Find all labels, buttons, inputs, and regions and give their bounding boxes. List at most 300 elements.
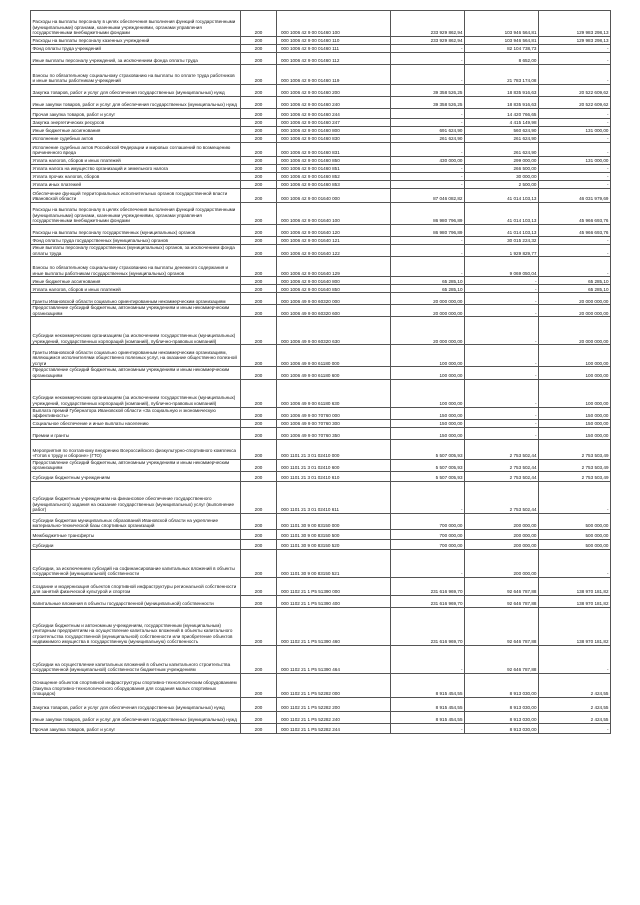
table-row — [31, 293, 611, 305]
row-budget-code-cell: 000 1006 42 9 00 01640 120 — [277, 225, 391, 237]
row-budget-code-cell: 000 1006 49 9 00 61180 600 — [277, 367, 391, 379]
row-approved-cell: - — [391, 45, 465, 53]
row-line-code-cell: 200 — [241, 407, 277, 419]
row-approved-cell: 261 624,90 — [391, 135, 465, 143]
row-executed-cell: 200 000,00 — [465, 513, 539, 529]
row-budget-code-cell: 000 1102 21 1 P5 52282 200 — [277, 697, 391, 711]
row-unexecuted-cell: - — [539, 53, 611, 65]
row-unexecuted-cell: 500 000,00 — [539, 513, 611, 529]
row-line-code-cell: 200 — [241, 257, 277, 277]
table-row — [31, 85, 611, 97]
table-row — [31, 165, 611, 173]
row-line-code-cell: 200 — [241, 723, 277, 733]
row-line-code-cell: 200 — [241, 529, 277, 539]
table-row — [31, 427, 611, 439]
row-name-cell: Межбюджетные трансферты — [31, 529, 241, 539]
row-executed-cell: - — [465, 277, 539, 285]
row-unexecuted-cell: - — [539, 65, 611, 85]
row-line-code-cell: 200 — [241, 481, 277, 513]
row-budget-code-cell: 000 1102 21 1 P5 52282 244 — [277, 723, 391, 733]
row-line-code-cell: 200 — [241, 277, 277, 285]
row-name-cell: Субсидии бюджетным учреждениям — [31, 471, 241, 481]
row-executed-cell: 41 014 103,13 — [465, 189, 539, 203]
row-budget-code-cell: 000 1006 42 9 00 01640 800 — [277, 277, 391, 285]
row-approved-cell: 233 929 862,94 — [391, 37, 465, 45]
row-name-cell: Иные закупки товаров, работ и услуг для обеспечения государственных (муниципальных) нужд — [31, 97, 241, 109]
row-line-code-cell: 200 — [241, 225, 277, 237]
row-line-code-cell: 200 — [241, 119, 277, 127]
row-unexecuted-cell: - — [539, 237, 611, 245]
row-approved-cell: - — [391, 257, 465, 277]
row-budget-code-cell: 000 1006 49 9 00 61180 000 — [277, 345, 391, 367]
row-name-cell: Мероприятия по поэтапному внедрению Всероссийского физкультурно-спортивного комплекса «Готов к труду и обороне» (ГТО) — [31, 439, 241, 459]
row-executed-cell: 41 014 103,13 — [465, 203, 539, 225]
row-line-code-cell: 200 — [241, 345, 277, 367]
row-name-cell: Прочая закупка товаров, работ и услуг — [31, 109, 241, 119]
table-row — [31, 53, 611, 65]
row-name-cell: Субсидии, за исключением субсидий на софинансирование капитальных вложений в объекты государственной (муниципальной) собственности — [31, 549, 241, 577]
row-budget-code-cell: 000 1006 42 9 00 01460 850 — [277, 157, 391, 165]
row-name-cell: Закупка товаров, работ и услуг для обеспечения государственных (муниципальных) нужд — [31, 85, 241, 97]
row-name-cell: Расходы на выплаты персоналу в целях обеспечения выполнения функций государственными (муниципальными) органами, казенными учреждениями, органами управления государственными внебюджетными фондами — [31, 203, 241, 225]
row-name-cell: Иные бюджетные ассигнования — [31, 127, 241, 135]
row-budget-code-cell: 000 1006 42 9 00 01460 852 — [277, 173, 391, 181]
row-name-cell: Взносы по обязательному социальному страхованию на выплаты денежного содержания и иные выплаты работникам государственных (муниципальных) органов — [31, 257, 241, 277]
row-executed-cell: 8 913 030,00 — [465, 711, 539, 723]
row-name-cell: Гранты Ивановской области социально ориентированным некоммерческим организациям, являющимся исполнителями общественно полезных услуг, на оказание общественно полезной услуги — [31, 345, 241, 367]
row-name-cell: Расходы на выплаты персоналу в целях обеспечения выполнения функций государственными (муниципальными) органами, казенными учреждениями, органами управления государственными внебюджетными фондами — [31, 11, 241, 37]
row-unexecuted-cell: 20 000 000,00 — [539, 305, 611, 317]
row-approved-cell: 8 915 454,55 — [391, 697, 465, 711]
row-approved-cell: 5 507 005,93 — [391, 471, 465, 481]
table-row — [31, 127, 611, 135]
row-name-cell: Создание и модернизация объектов спортивной инфраструктуры региональной собственности для занятий физической культурой и спортом — [31, 577, 241, 595]
row-budget-code-cell: 000 1102 21 1 P5 52282 240 — [277, 711, 391, 723]
row-unexecuted-cell: 2 753 503,49 — [539, 459, 611, 471]
row-unexecuted-cell: - — [539, 45, 611, 53]
row-unexecuted-cell: 2 424,55 — [539, 711, 611, 723]
row-budget-code-cell: 000 1006 49 9 00 70760 350 — [277, 427, 391, 439]
table-row — [31, 203, 611, 225]
row-executed-cell: 266 500,00 — [465, 165, 539, 173]
row-approved-cell: 8 915 454,55 — [391, 673, 465, 697]
row-approved-cell: 39 358 526,25 — [391, 97, 465, 109]
table-row — [31, 157, 611, 165]
row-approved-cell: 87 046 082,82 — [391, 189, 465, 203]
row-unexecuted-cell: - — [539, 143, 611, 157]
row-approved-cell: - — [391, 109, 465, 119]
row-executed-cell: 2 753 502,44 — [465, 459, 539, 471]
row-name-cell: Премии и гранты — [31, 427, 241, 439]
row-budget-code-cell: 000 1102 21 1 P5 51390 460 — [277, 607, 391, 645]
row-executed-cell: 14 420 766,65 — [465, 109, 539, 119]
row-name-cell: Прочая закупка товаров, работ и услуг — [31, 723, 241, 733]
row-line-code-cell: 200 — [241, 45, 277, 53]
row-budget-code-cell: 000 1006 42 9 00 01640 122 — [277, 245, 391, 257]
row-line-code-cell: 200 — [241, 109, 277, 119]
row-line-code-cell: 200 — [241, 317, 277, 345]
row-name-cell: Расходы на выплаты персоналу государственных (муниципальных) органов — [31, 225, 241, 237]
row-line-code-cell: 200 — [241, 237, 277, 245]
table-row — [31, 317, 611, 345]
row-line-code-cell: 200 — [241, 673, 277, 697]
row-approved-cell: - — [391, 245, 465, 257]
row-executed-cell: 82 104 738,73 — [465, 45, 539, 53]
table-row — [31, 549, 611, 577]
row-budget-code-cell: 000 1006 49 9 00 60320 600 — [277, 305, 391, 317]
row-name-cell: Субсидии некоммерческим организациям (за исключением государственных (муниципальных) учреждений, государственных корпораций (компаний), публично-правовых компаний) — [31, 379, 241, 407]
row-executed-cell: 8 652,00 — [465, 53, 539, 65]
table-row — [31, 277, 611, 285]
table-row — [31, 181, 611, 189]
table-row — [31, 439, 611, 459]
row-executed-cell: - — [465, 293, 539, 305]
row-line-code-cell: 200 — [241, 135, 277, 143]
row-name-cell: Исполнение судебных актов — [31, 135, 241, 143]
table-row — [31, 539, 611, 549]
row-line-code-cell: 200 — [241, 379, 277, 407]
row-name-cell: Закупка товаров, работ и услуг для обеспечения государственных (муниципальных) нужд — [31, 697, 241, 711]
row-approved-cell: - — [391, 165, 465, 173]
row-approved-cell: - — [391, 173, 465, 181]
row-executed-cell: 30 015 224,32 — [465, 237, 539, 245]
row-unexecuted-cell: 46 031 979,69 — [539, 189, 611, 203]
row-budget-code-cell: 000 1006 49 9 00 60320 000 — [277, 293, 391, 305]
row-unexecuted-cell: 138 970 181,82 — [539, 607, 611, 645]
row-approved-cell: 5 507 005,93 — [391, 439, 465, 459]
row-line-code-cell: 200 — [241, 419, 277, 427]
row-line-code-cell: 200 — [241, 367, 277, 379]
row-unexecuted-cell: 20 522 609,62 — [539, 97, 611, 109]
row-budget-code-cell: 000 1006 42 9 00 01640 850 — [277, 285, 391, 293]
row-executed-cell: - — [465, 317, 539, 345]
row-name-cell: Расходы на выплаты персоналу казенных учреждений — [31, 37, 241, 45]
row-executed-cell: 92 646 787,88 — [465, 577, 539, 595]
row-line-code-cell: 200 — [241, 285, 277, 293]
row-budget-code-cell: 000 1006 49 9 00 61180 630 — [277, 379, 391, 407]
row-unexecuted-cell: - — [539, 481, 611, 513]
table-row — [31, 607, 611, 645]
row-name-cell: Иные выплаты персоналу учреждений, за исключением фонда оплаты труда — [31, 53, 241, 65]
row-executed-cell: - — [465, 407, 539, 419]
row-approved-cell: 150 000,00 — [391, 419, 465, 427]
table-row — [31, 65, 611, 85]
row-name-cell: Социальное обеспечение и иные выплаты населению — [31, 419, 241, 427]
row-unexecuted-cell: 2 753 503,49 — [539, 471, 611, 481]
row-approved-cell: - — [391, 65, 465, 85]
table-row — [31, 109, 611, 119]
row-line-code-cell: 200 — [241, 143, 277, 157]
row-budget-code-cell: 000 1102 21 1 P5 51390 000 — [277, 577, 391, 595]
row-approved-cell: 231 616 969,70 — [391, 595, 465, 607]
row-name-cell: Гранты Ивановской области социально ориентированным некоммерческим организациям — [31, 293, 241, 305]
row-budget-code-cell: 000 1006 42 9 00 01460 247 — [277, 119, 391, 127]
row-executed-cell: - — [465, 367, 539, 379]
table-row — [31, 173, 611, 181]
row-unexecuted-cell: - — [539, 549, 611, 577]
table-row — [31, 379, 611, 407]
row-executed-cell: 2 753 502,44 — [465, 439, 539, 459]
row-name-cell: Уплата налогов, сборов и иных платежей — [31, 157, 241, 165]
row-line-code-cell: 200 — [241, 245, 277, 257]
row-name-cell: Субсидии бюджетным и автономным учреждениям, государственным (муниципальным) унитарным предприятиям на осуществление капитальных вложений в объекты капитального строительства государственной (муниципальной) собственности или приобретение объектов недвижимого имущества в государственную (муниципальную) собственность — [31, 607, 241, 645]
row-name-cell: Субсидии — [31, 539, 241, 549]
row-line-code-cell: 200 — [241, 577, 277, 595]
row-name-cell: Иные закупки товаров, работ и услуг для обеспечения государственных (муниципальных) нужд — [31, 711, 241, 723]
table-row — [31, 345, 611, 367]
table-row — [31, 189, 611, 203]
row-name-cell: Уплата прочих налогов, сборов — [31, 173, 241, 181]
expenditure-table — [30, 10, 611, 734]
row-approved-cell: 700 000,00 — [391, 513, 465, 529]
row-line-code-cell: 200 — [241, 711, 277, 723]
row-approved-cell: - — [391, 645, 465, 673]
row-unexecuted-cell: 65 285,10 — [539, 285, 611, 293]
row-approved-cell: 20 000 000,00 — [391, 293, 465, 305]
row-name-cell: Уплата иных платежей — [31, 181, 241, 189]
row-budget-code-cell: 000 1006 42 9 00 01460 110 — [277, 37, 391, 45]
row-executed-cell: 9 069 050,04 — [465, 257, 539, 277]
row-name-cell: Оснащение объектов спортивной инфраструктуры спортивно-технологическим оборудованием (Закупка спортивно-технологического оборудования для создания малых спортивных площадок) — [31, 673, 241, 697]
row-executed-cell: 41 014 103,13 — [465, 225, 539, 237]
row-approved-cell: 231 616 969,70 — [391, 577, 465, 595]
row-approved-cell: 86 980 796,89 — [391, 203, 465, 225]
row-line-code-cell: 200 — [241, 427, 277, 439]
row-name-cell: Уплата налогов, сборов и иных платежей — [31, 285, 241, 293]
row-name-cell: Субсидии бюджетам муниципальных образований Ивановской области на укрепление материально-технической базы спортивных организаций — [31, 513, 241, 529]
row-executed-cell: 92 646 787,88 — [465, 595, 539, 607]
table-row — [31, 595, 611, 607]
row-approved-cell: 150 000,00 — [391, 427, 465, 439]
row-approved-cell: 20 000 000,00 — [391, 305, 465, 317]
table-row — [31, 459, 611, 471]
row-budget-code-cell: 000 1006 42 9 00 01640 121 — [277, 237, 391, 245]
table-row — [31, 11, 611, 37]
row-line-code-cell: 200 — [241, 203, 277, 225]
table-row — [31, 723, 611, 733]
row-unexecuted-cell: 131 000,00 — [539, 157, 611, 165]
row-budget-code-cell: 000 1006 49 9 00 70760 000 — [277, 407, 391, 419]
row-approved-cell: 150 000,00 — [391, 407, 465, 419]
row-name-cell: Фонд оплаты труда государственных (муниципальных) органов — [31, 237, 241, 245]
row-line-code-cell: 200 — [241, 53, 277, 65]
row-unexecuted-cell: 45 966 693,76 — [539, 225, 611, 237]
table-row — [31, 143, 611, 157]
row-executed-cell: - — [465, 305, 539, 317]
row-budget-code-cell: 000 1102 21 1 P5 52282 000 — [277, 673, 391, 697]
table-row — [31, 305, 611, 317]
row-unexecuted-cell: - — [539, 165, 611, 173]
table-row — [31, 237, 611, 245]
row-approved-cell: - — [391, 723, 465, 733]
table-row — [31, 367, 611, 379]
table-row — [31, 37, 611, 45]
row-approved-cell: 691 624,90 — [391, 127, 465, 135]
table-row — [31, 257, 611, 277]
row-budget-code-cell: 000 1006 42 9 00 01460 119 — [277, 65, 391, 85]
row-executed-cell: 103 946 564,81 — [465, 11, 539, 37]
row-budget-code-cell: 000 1102 21 1 P5 51390 464 — [277, 645, 391, 673]
table-row — [31, 471, 611, 481]
row-approved-cell: 430 000,00 — [391, 157, 465, 165]
row-budget-code-cell: 000 1101 30 9 00 83150 520 — [277, 539, 391, 549]
row-line-code-cell: 200 — [241, 97, 277, 109]
row-budget-code-cell: 000 1006 42 9 00 01460 100 — [277, 11, 391, 37]
row-approved-cell: - — [391, 181, 465, 189]
row-name-cell: Обеспечение функций территориальных исполнительных органов государственной власти Ивановской области — [31, 189, 241, 203]
row-budget-code-cell: 000 1006 42 9 00 01460 831 — [277, 143, 391, 157]
table-row — [31, 97, 611, 109]
row-unexecuted-cell: 138 970 181,82 — [539, 577, 611, 595]
row-line-code-cell: 200 — [241, 293, 277, 305]
table-row — [31, 45, 611, 53]
row-line-code-cell: 200 — [241, 471, 277, 481]
row-executed-cell: 18 835 916,63 — [465, 97, 539, 109]
row-budget-code-cell: 000 1101 30 9 00 83150 521 — [277, 549, 391, 577]
row-line-code-cell: 200 — [241, 513, 277, 529]
row-budget-code-cell: 000 1101 21 3 01 02410 611 — [277, 481, 391, 513]
row-unexecuted-cell: 150 000,00 — [539, 427, 611, 439]
row-executed-cell: 200 000,00 — [465, 549, 539, 577]
table-row — [31, 407, 611, 419]
row-approved-cell: 39 358 526,25 — [391, 85, 465, 97]
row-budget-code-cell: 000 1006 42 9 00 01460 830 — [277, 135, 391, 143]
row-approved-cell: 700 000,00 — [391, 529, 465, 539]
row-unexecuted-cell: 2 424,55 — [539, 697, 611, 711]
row-budget-code-cell: 000 1006 42 9 00 01460 240 — [277, 97, 391, 109]
row-unexecuted-cell: - — [539, 119, 611, 127]
table-row — [31, 697, 611, 711]
row-budget-code-cell: 000 1006 42 9 00 01460 112 — [277, 53, 391, 65]
row-name-cell: Иные бюджетные ассигнования — [31, 277, 241, 285]
row-unexecuted-cell: - — [539, 173, 611, 181]
row-name-cell: Предоставление субсидий бюджетным, автономным учреждениям и иным некоммерческим организациям — [31, 305, 241, 317]
row-approved-cell: 700 000,00 — [391, 539, 465, 549]
table-row — [31, 645, 611, 673]
row-approved-cell: - — [391, 237, 465, 245]
row-line-code-cell: 200 — [241, 305, 277, 317]
row-executed-cell: 2 753 502,44 — [465, 471, 539, 481]
row-executed-cell: 8 913 030,00 — [465, 723, 539, 733]
row-line-code-cell: 200 — [241, 173, 277, 181]
row-unexecuted-cell: - — [539, 135, 611, 143]
row-unexecuted-cell: - — [539, 245, 611, 257]
row-name-cell: Исполнение судебных актов Российской Федерации и мировых соглашений по возмещению причиненного вреда — [31, 143, 241, 157]
row-budget-code-cell: 000 1101 21 3 01 02410 610 — [277, 471, 391, 481]
row-unexecuted-cell: 100 000,00 — [539, 367, 611, 379]
row-unexecuted-cell: 500 000,00 — [539, 539, 611, 549]
row-unexecuted-cell: - — [539, 257, 611, 277]
row-budget-code-cell: 000 1006 42 9 00 01640 100 — [277, 203, 391, 225]
row-unexecuted-cell: 45 966 693,76 — [539, 203, 611, 225]
row-executed-cell: - — [465, 427, 539, 439]
row-budget-code-cell: 000 1006 42 9 00 01640 000 — [277, 189, 391, 203]
row-unexecuted-cell: 100 000,00 — [539, 379, 611, 407]
row-line-code-cell: 200 — [241, 11, 277, 37]
row-approved-cell: - — [391, 143, 465, 157]
row-executed-cell: - — [465, 379, 539, 407]
row-executed-cell: 8 913 030,00 — [465, 697, 539, 711]
row-budget-code-cell: 000 1006 42 9 00 01460 200 — [277, 85, 391, 97]
row-executed-cell: 2 753 502,44 — [465, 481, 539, 513]
row-approved-cell: - — [391, 119, 465, 127]
row-name-cell: Предоставление субсидий бюджетным, автономным учреждениям и иным некоммерческим организациям — [31, 367, 241, 379]
row-name-cell: Субсидии некоммерческим организациям (за исключением государственных (муниципальных) учреждений, государственных корпораций (компаний), публично-правовых компаний) — [31, 317, 241, 345]
row-approved-cell: 231 616 969,70 — [391, 607, 465, 645]
row-executed-cell: 103 946 564,81 — [465, 37, 539, 45]
table-row — [31, 225, 611, 237]
row-budget-code-cell: 000 1101 21 3 01 02410 600 — [277, 459, 391, 471]
row-name-cell: Капитальные вложения в объекты государственной (муниципальной) собственности — [31, 595, 241, 607]
row-unexecuted-cell: 150 000,00 — [539, 407, 611, 419]
row-name-cell: Предоставление субсидий бюджетным, автономным учреждениям и иным некоммерческим организациям — [31, 459, 241, 471]
row-approved-cell: 233 929 862,94 — [391, 11, 465, 37]
row-name-cell: Выплата премий Губернатора Ивановской области «За социальную и экономическую эффективность» — [31, 407, 241, 419]
row-line-code-cell: 200 — [241, 189, 277, 203]
row-name-cell: Уплата налога на имущество организаций и земельного налога — [31, 165, 241, 173]
row-budget-code-cell: 000 1006 49 9 00 70760 300 — [277, 419, 391, 427]
row-name-cell: Субсидии бюджетным учреждениям на финансовое обеспечение государственного (муниципального) задания на оказание государственных (муниципальных) услуг (выполнение работ) — [31, 481, 241, 513]
row-executed-cell: - — [465, 285, 539, 293]
expenditure-rows — [31, 11, 611, 734]
table-row — [31, 577, 611, 595]
row-approved-cell: 100 000,00 — [391, 345, 465, 367]
row-unexecuted-cell: 20 522 609,62 — [539, 85, 611, 97]
row-approved-cell: 8 915 454,55 — [391, 711, 465, 723]
row-budget-code-cell: 000 1101 21 3 01 02410 000 — [277, 439, 391, 459]
row-approved-cell: 20 000 000,00 — [391, 317, 465, 345]
table-row — [31, 245, 611, 257]
row-approved-cell: 86 980 796,89 — [391, 225, 465, 237]
row-line-code-cell: 200 — [241, 157, 277, 165]
row-line-code-cell: 200 — [241, 439, 277, 459]
row-unexecuted-cell: - — [539, 723, 611, 733]
row-budget-code-cell: 000 1006 42 9 00 01460 800 — [277, 127, 391, 135]
row-executed-cell: 200 000,00 — [465, 529, 539, 539]
row-unexecuted-cell: 150 000,00 — [539, 419, 611, 427]
row-line-code-cell: 200 — [241, 85, 277, 97]
row-line-code-cell: 200 — [241, 65, 277, 85]
row-executed-cell: 200 000,00 — [465, 539, 539, 549]
row-unexecuted-cell: - — [539, 109, 611, 119]
budget-report-sheet — [30, 10, 610, 734]
row-executed-cell: 30 000,00 — [465, 173, 539, 181]
row-executed-cell: 4 415 149,98 — [465, 119, 539, 127]
table-row — [31, 135, 611, 143]
row-unexecuted-cell: - — [539, 645, 611, 673]
row-name-cell: Фонд оплаты труда учреждений — [31, 45, 241, 53]
row-approved-cell: 100 000,00 — [391, 367, 465, 379]
row-name-cell: Субсидии на осуществление капитальных вложений в объекты капитального строительства государственной (муниципальной) собственности бюджетным учреждениям — [31, 645, 241, 673]
row-executed-cell: 299 000,00 — [465, 157, 539, 165]
row-executed-cell: 2 500,00 — [465, 181, 539, 189]
table-row — [31, 513, 611, 529]
row-executed-cell: 21 783 174,08 — [465, 65, 539, 85]
row-unexecuted-cell: 129 983 298,13 — [539, 37, 611, 45]
row-unexecuted-cell: 65 285,10 — [539, 277, 611, 285]
row-executed-cell: 1 929 829,77 — [465, 245, 539, 257]
row-executed-cell: 261 624,90 — [465, 135, 539, 143]
table-row — [31, 673, 611, 697]
row-unexecuted-cell: 500 000,00 — [539, 529, 611, 539]
row-approved-cell: - — [391, 53, 465, 65]
row-unexecuted-cell: 20 000 000,00 — [539, 317, 611, 345]
row-unexecuted-cell: 20 000 000,00 — [539, 293, 611, 305]
row-approved-cell: 65 285,10 — [391, 285, 465, 293]
table-row — [31, 119, 611, 127]
row-approved-cell: 65 285,10 — [391, 277, 465, 285]
row-executed-cell: 92 646 787,88 — [465, 645, 539, 673]
